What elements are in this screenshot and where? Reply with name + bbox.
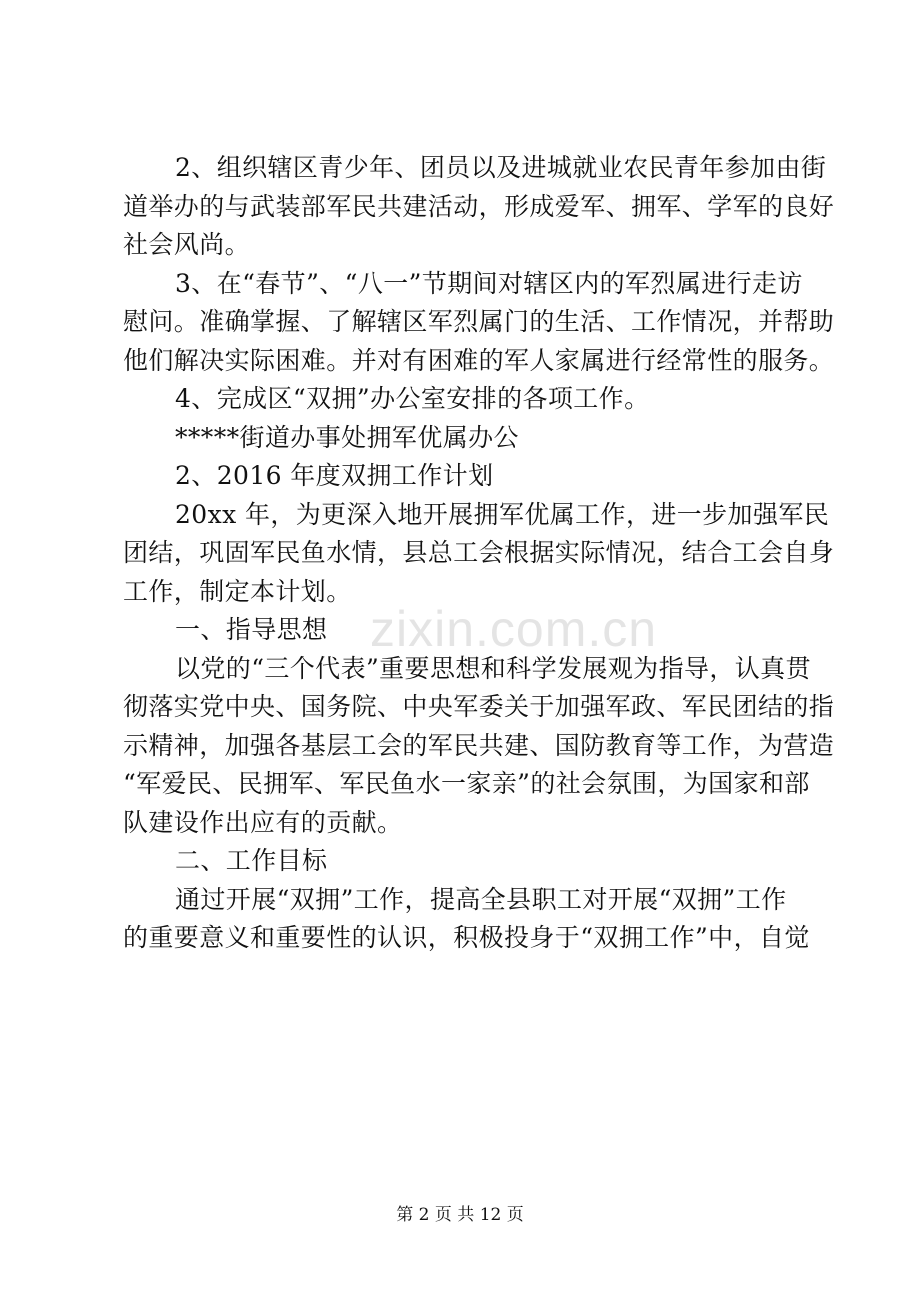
text-line: 20xx 年，为更深入地开展拥军优属工作，进一步加强军民 <box>175 499 830 529</box>
heading-guiding-ideology <box>123 611 825 650</box>
text-line: 2、2016 年度双拥工作计划 <box>175 461 494 490</box>
text-line: 通过开展“双拥”工作，提高全县职工对开展“双拥”工作 <box>175 884 787 914</box>
watermark-logo: zixin.com.cn <box>370 601 658 657</box>
paragraph-item-3 <box>123 265 825 304</box>
text-line: 一、指导思想 <box>175 615 328 644</box>
text-line: 3、在“春节”、“八一”节期间对辖区内的军烈属进行走访 <box>175 268 803 298</box>
paragraph-item-4 <box>123 380 825 419</box>
text-line: 2、组织辖区青少年、团员以及进城就业农民青年参加由街 <box>175 153 827 182</box>
paragraph-signature <box>123 419 825 458</box>
text-line: 彻落实党中央、国务院、中央军委关于加强军政、军民团结的指 <box>123 692 835 721</box>
paragraph-item-2 <box>123 149 825 188</box>
paragraph-goals <box>123 881 825 920</box>
text-line: 的重要意义和重要性的认识，积极投身于“双拥工作”中，自觉 <box>123 923 810 952</box>
paragraph-item-3-cont <box>123 303 835 380</box>
text-line: 团结，巩固军民鱼水情，县总工会根据实际情况，结合工会自身 <box>123 538 835 567</box>
paragraph-goals-cont <box>123 919 825 958</box>
text-line: 慰问。准确掌握、了解辖区军烈属门的生活、工作情况，并帮助 <box>123 307 835 336</box>
page-number: 第 2 页 共 12 页 <box>396 1205 524 1225</box>
text-line: 以党的“三个代表”重要思想和科学发展观为指导，认真贯 <box>175 653 811 683</box>
paragraph-intro <box>123 496 830 535</box>
text-line: 社会风尚。 <box>123 230 251 259</box>
document-body <box>123 149 835 958</box>
page-footer <box>0 1200 920 1225</box>
text-line: “军爱民、民拥军、军民鱼水一家亲”的社会氛围，为国家和部 <box>123 769 810 798</box>
text-line: 二、工作目标 <box>175 846 328 875</box>
paragraph-ideology <box>123 650 825 689</box>
paragraph-ideology-cont <box>123 688 835 842</box>
text-line: 道举办的与武装部军民共建活动，形成爱军、拥军、学军的良好 <box>123 191 835 221</box>
section-heading <box>123 457 825 496</box>
text-line: *****街道办事处拥军优属办公 <box>175 422 519 452</box>
paragraph-intro-cont <box>123 534 835 611</box>
paragraph-item-2-cont <box>123 188 835 265</box>
text-line: 他们解决实际困难。并对有困难的军人家属进行经常性的服务。 <box>123 345 835 375</box>
text-line: 队建设作出应有的贡献。 <box>123 807 403 837</box>
heading-work-goals <box>123 842 825 881</box>
text-line: 工作，制定本计划。 <box>123 576 352 606</box>
text-line: 4、完成区“双拥”办公室安排的各项工作。 <box>175 384 650 413</box>
text-line: 示精神，加强各基层工会的军民共建、国防教育等工作，为营造 <box>123 730 835 760</box>
